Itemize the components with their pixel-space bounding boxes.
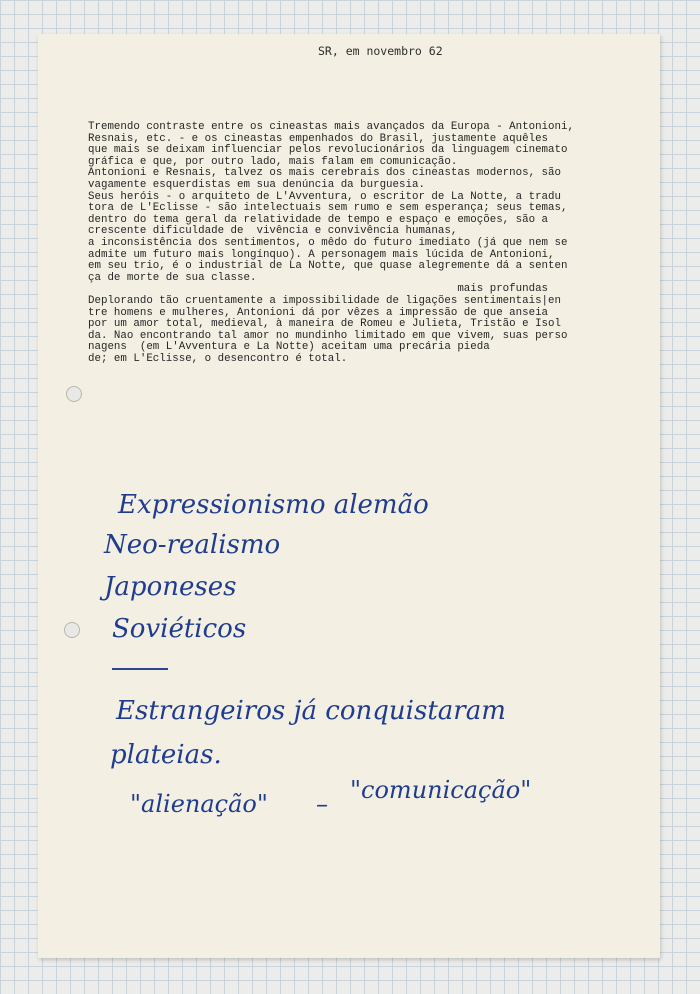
handwritten-dash: – <box>316 790 328 818</box>
typed-text-body: Tremendo contraste entre os cineastas mais avançados da Europa - Antonioni, Resnais, etc. - e os cineastas empenhados do Brasil, justamente aquêles que mais se deixam influenciar pelos revolucionários da linguagem cinemato gráfica e que, por outro lado, mais falam em comunicação. Antonioni e Resnais, talvez os mais cerebrais dos cineastas modernos, são vagamente esquerdistas em sua denúncia da burguesia. Seus heróis - o arquiteto de L'Avventura, o escritor de La Notte, a tradu tora de L'Eclisse - são intelectuais sem rumo e sem esperança; seus temas, dentro do tema geral da relatividade de tempo e espaço e emoções, são a crescente dificuldade de vivência e convivência humanas, a inconsistência dos sentimentos, o mêdo do futuro imediato (já que nem se admite um futuro mais longínquo). A personagem mais lúcida de Antonioni, em seu trio, é o industrial de La Notte, que quase alegremente dá a senten ça de morte de sua classe. mais profundas Deplorando tão cruentamente a impossibilidade de ligações sentimentais|en tre homens e mulheres, Antonioni dá por vêzes a impressão de que anseia por um amor total, medieval, à maneira de Romeu e Julieta, Tristão e Isol da. Nao encontrando tal amor no mundinho limitado em que vivem, suas perso nagens (em L'Avventura e La Notte) aceitam uma precária pieda de; em L'Eclisse, o desencontro é total. <box>88 121 574 365</box>
handwritten-line-neo-realismo: Neo-realismo <box>104 530 281 560</box>
handwritten-alienacao: "alienação" <box>130 790 268 818</box>
handwritten-line-estrangeiros: Estrangeiros já conquistaram <box>116 696 506 726</box>
punch-hole-top <box>66 386 82 402</box>
handwritten-line-sovieticos: Soviéticos <box>112 614 247 644</box>
punch-hole-bottom <box>64 622 80 638</box>
date-line: SR, em novembro 62 <box>318 44 443 58</box>
handwritten-line-japoneses: Japoneses <box>104 572 237 602</box>
handwritten-line-plateias: plateias. <box>110 740 222 770</box>
handwritten-comunicacao: "comunicação" <box>350 776 532 804</box>
handwritten-line-expressionismo: Expressionismo alemão <box>118 490 429 520</box>
handwritten-underline <box>112 668 168 670</box>
